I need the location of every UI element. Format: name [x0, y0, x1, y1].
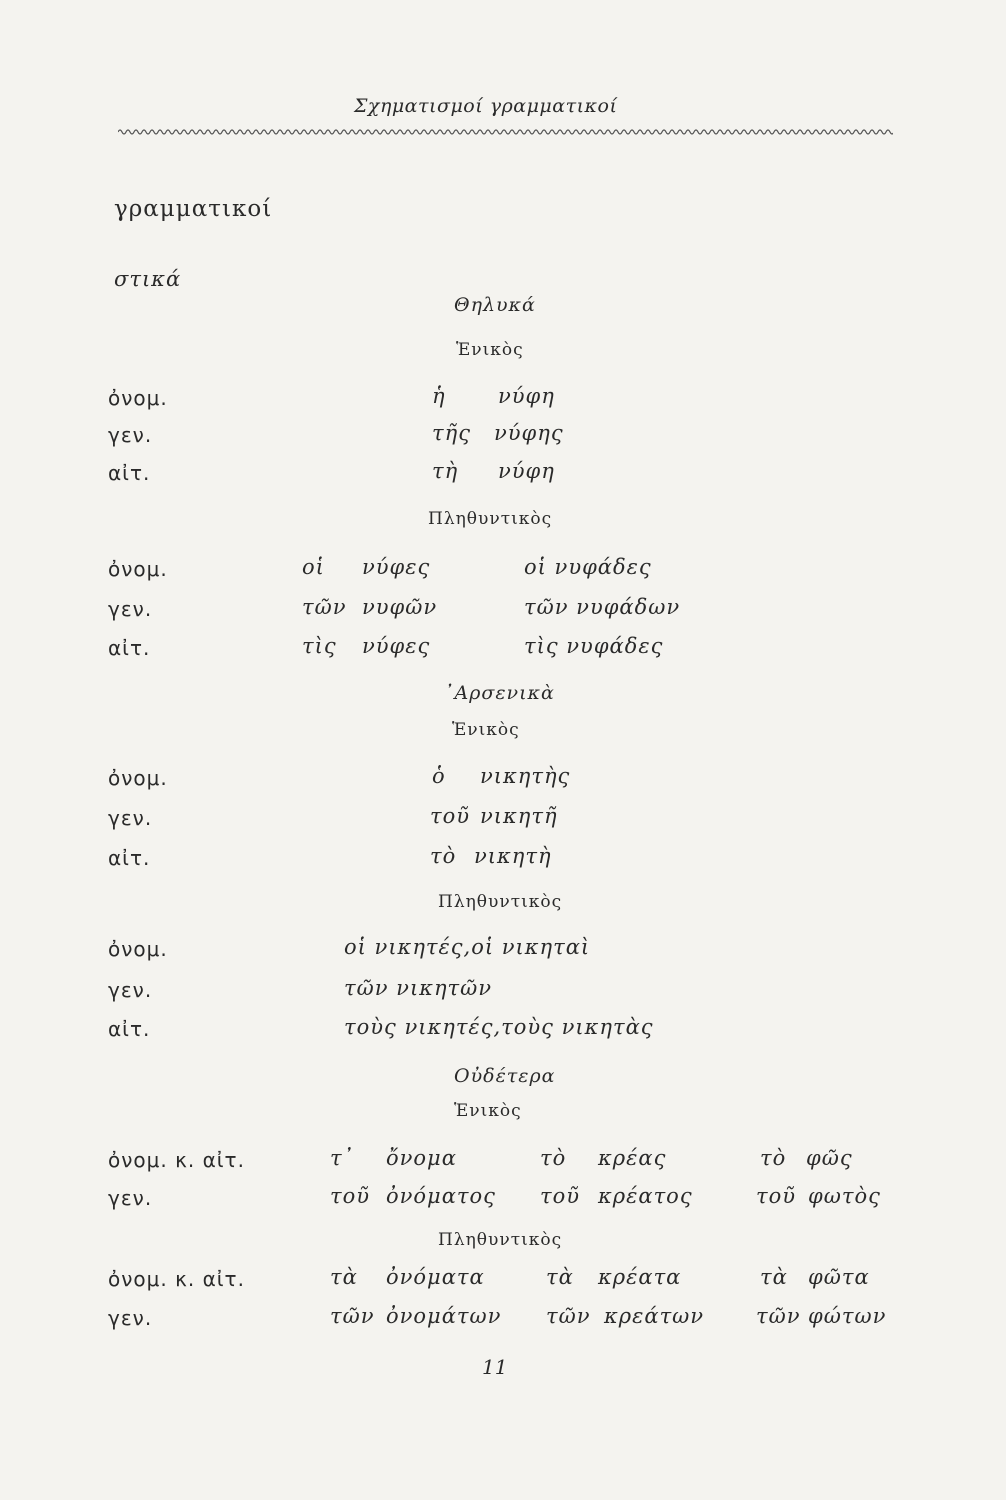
form: νύφες	[362, 634, 431, 658]
form: νυφῶν	[362, 595, 438, 619]
form: οἱ νικητές,οἱ νικηταὶ	[344, 935, 591, 959]
form: τοὺς νικητές,τοὺς νικητὰς	[344, 1015, 654, 1039]
case-label: γεν.	[108, 806, 153, 830]
neuter-plural-heading: Πληθυντικὸς	[438, 1230, 563, 1250]
form: τῶν	[546, 1304, 591, 1328]
wavy-rule	[118, 126, 893, 138]
case-label: γεν.	[108, 597, 153, 621]
masculine-heading: ᾿Αρσενικὰ	[444, 682, 555, 704]
form: τὸ	[540, 1146, 567, 1170]
form: φώτων	[808, 1304, 887, 1328]
form: κρεάτων	[604, 1304, 705, 1328]
case-label: γεν.	[108, 978, 153, 1002]
form: τὸ	[760, 1146, 787, 1170]
form: ὄνομα	[386, 1146, 457, 1170]
form: τ᾿	[330, 1146, 355, 1170]
masculine-singular-heading: Ἑνικὸς	[452, 720, 520, 740]
form: ὁ	[432, 764, 446, 788]
form: κρέας	[598, 1146, 667, 1170]
feminine-heading: Θηλυκά	[454, 294, 536, 316]
masculine-plural-heading: Πληθυντικὸς	[438, 892, 563, 912]
form: φῶτα	[808, 1265, 870, 1289]
form: νικητῆ	[480, 804, 558, 828]
form: ἡ	[432, 384, 446, 408]
case-label: ὀνομ.	[108, 557, 168, 581]
form: κρέατα	[598, 1265, 682, 1289]
case-label: ὀνομ.	[108, 766, 168, 790]
case-label: γεν.	[108, 1186, 153, 1210]
form: τὰ	[546, 1265, 574, 1289]
form: νύφη	[498, 384, 555, 408]
form: τὴ	[432, 459, 459, 483]
form: τοῦ	[756, 1184, 797, 1208]
form: τὶς νυφάδες	[524, 634, 664, 658]
form: τοῦ	[330, 1184, 371, 1208]
form: κρέατος	[598, 1184, 693, 1208]
form: νύφης	[494, 421, 564, 445]
case-label: αἰτ.	[108, 636, 151, 660]
form: τὰ	[760, 1265, 788, 1289]
form: τῶν	[756, 1304, 801, 1328]
case-label: ὀνομ. κ. αἰτ.	[108, 1267, 245, 1291]
form: φῶς	[806, 1146, 853, 1170]
page-number: 11	[482, 1355, 508, 1379]
form: οἱ	[302, 555, 325, 579]
form: τοῦ	[430, 804, 471, 828]
form: τὰ	[330, 1265, 358, 1289]
form: τὸ	[430, 844, 457, 868]
neuter-heading: Οὐδέτερα	[454, 1065, 556, 1087]
form: νικητὴς	[480, 764, 571, 788]
form: οἱ νυφάδες	[524, 555, 652, 579]
case-label: γεν.	[108, 1306, 153, 1330]
case-label: ὀνομ.	[108, 386, 168, 410]
running-head: Σχηματισμοί γραμματικοί	[354, 95, 618, 117]
form: νύφες	[362, 555, 431, 579]
case-label: αἰτ.	[108, 1017, 151, 1041]
form: νύφη	[498, 459, 555, 483]
form: ὀνόματος	[386, 1184, 496, 1208]
neuter-singular-heading: Ἑνικὸς	[454, 1101, 522, 1121]
form: τὶς	[302, 634, 337, 658]
case-label: γεν.	[108, 423, 153, 447]
case-label: ὀνομ.	[108, 937, 168, 961]
case-label: αἰτ.	[108, 461, 151, 485]
section-title: γραμματικοί	[114, 196, 273, 222]
section-subtitle: στικά	[114, 267, 182, 291]
form: τῶν νυφάδων	[524, 595, 681, 619]
form: τῶν	[302, 595, 347, 619]
form: φωτὸς	[808, 1184, 881, 1208]
form: τῶν	[330, 1304, 375, 1328]
form: τοῦ	[540, 1184, 581, 1208]
form: ὀνομάτων	[386, 1304, 502, 1328]
case-label: ὀνομ. κ. αἰτ.	[108, 1148, 245, 1172]
feminine-singular-heading: Ἑνικὸς	[456, 340, 524, 360]
case-label: αἰτ.	[108, 846, 151, 870]
form: τῆς	[432, 421, 471, 445]
form: ὀνόματα	[386, 1265, 485, 1289]
form: νικητὴ	[474, 844, 552, 868]
feminine-plural-heading: Πληθυντικὸς	[428, 509, 553, 529]
form: τῶν νικητῶν	[344, 976, 493, 1000]
